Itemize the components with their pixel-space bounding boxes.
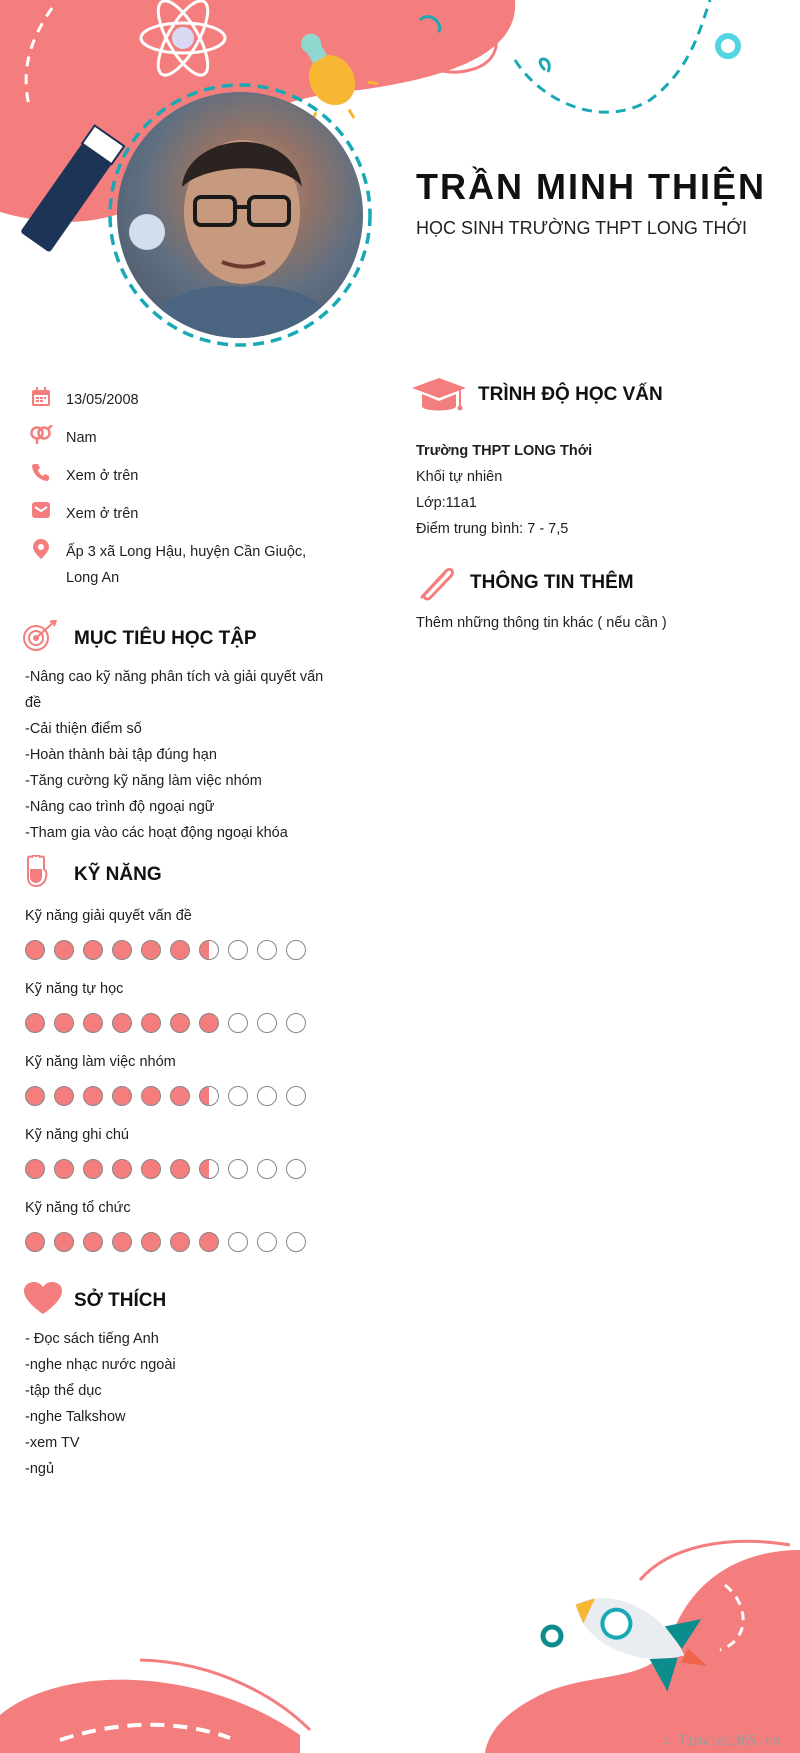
gender-text: Nam	[66, 430, 97, 446]
rating-dot	[112, 1086, 132, 1106]
goal-item: -Tăng cường kỹ năng làm việc nhóm	[25, 773, 262, 789]
skill-label: Kỹ năng làm việc nhóm	[25, 1054, 176, 1070]
rating-dot	[141, 940, 161, 960]
rating-dot	[83, 1232, 103, 1252]
avatar	[117, 92, 363, 338]
rating-dot	[228, 940, 248, 960]
rating-dot	[83, 940, 103, 960]
rating-dot	[25, 1013, 45, 1033]
rating-dot	[112, 940, 132, 960]
rating-dot	[257, 1232, 277, 1252]
address-text: Ấp 3 xã Long Hậu, huyện Cần Giuộc, Long An	[66, 544, 307, 586]
contact-gender	[28, 425, 316, 451]
rating-dot	[286, 940, 306, 960]
target-icon	[22, 620, 58, 652]
rating-dot	[257, 1013, 277, 1033]
goal-item: -Nâng cao trình độ ngoại ngữ	[25, 799, 215, 815]
rating-dot	[170, 940, 190, 960]
rating-dot	[54, 940, 74, 960]
goal-item: -Nâng cao kỹ năng phân tích và giải quyết vấn đề	[25, 669, 324, 711]
hobby-item: -nghe nhạc nước ngoài	[25, 1357, 176, 1373]
hobbies-heading: SỞ THÍCH	[74, 1290, 167, 1311]
rating-dot	[286, 1013, 306, 1033]
goal-item: -Hoàn thành bài tập đúng hạn	[25, 747, 217, 763]
rating-dot	[112, 1013, 132, 1033]
watermark: ∴ Timviec365.vn	[662, 1734, 780, 1749]
email-text: Xem ở trên	[66, 506, 139, 522]
rating-dot	[25, 1159, 45, 1179]
school-name: Trường THPT LONG Thới	[416, 443, 593, 459]
rating-dot	[54, 1086, 74, 1106]
skill-label: Kỹ năng giải quyết vấn đề	[25, 908, 192, 924]
rating-dot	[83, 1159, 103, 1179]
paperclip-icon	[414, 563, 456, 603]
footer-decoration-right	[480, 1510, 800, 1753]
extra-heading: THÔNG TIN THÊM	[470, 572, 634, 593]
skill-rating	[25, 1086, 306, 1106]
rating-dot	[112, 1232, 132, 1252]
skills-heading: KỸ NĂNG	[74, 864, 162, 885]
candidate-title: HỌC SINH TRƯỜNG THPT LONG THỚI	[416, 218, 747, 238]
rating-dot	[199, 1159, 219, 1179]
gender-icon	[28, 425, 54, 447]
phone-icon	[28, 463, 54, 485]
hobby-item: - Đọc sách tiếng Anh	[25, 1331, 159, 1347]
hobby-item: -xem TV	[25, 1435, 80, 1451]
extra-text: Thêm những thông tin khác ( nếu cần )	[416, 615, 667, 631]
rating-dot	[170, 1086, 190, 1106]
education-line: Lớp:11a1	[416, 495, 477, 511]
goals-list	[25, 664, 325, 846]
education-heading: TRÌNH ĐỘ HỌC VẤN	[478, 384, 663, 405]
rating-dot	[170, 1159, 190, 1179]
skill-rating	[25, 940, 306, 960]
rating-dot	[228, 1159, 248, 1179]
rating-dot	[257, 1086, 277, 1106]
calendar-icon	[28, 387, 54, 409]
rating-dot	[286, 1159, 306, 1179]
rating-dot	[141, 1086, 161, 1106]
rating-dot	[141, 1232, 161, 1252]
rating-dot	[286, 1086, 306, 1106]
rating-dot	[25, 1232, 45, 1252]
skill-label: Kỹ năng ghi chú	[25, 1127, 129, 1143]
goal-item: -Tham gia vào các hoạt động ngoại khóa	[25, 825, 288, 841]
contact-address	[28, 539, 316, 591]
rating-dot	[257, 940, 277, 960]
candidate-name: TRẦN MINH THIỆN	[416, 166, 766, 207]
hobby-item: -nghe Talkshow	[25, 1409, 126, 1425]
skill-label: Kỹ năng tự học	[25, 981, 124, 997]
graduation-cap-icon	[412, 378, 466, 414]
rating-dot	[228, 1013, 248, 1033]
rating-dot	[83, 1086, 103, 1106]
rating-dot	[170, 1013, 190, 1033]
education-block	[416, 438, 592, 542]
rating-dot	[141, 1159, 161, 1179]
rating-dot	[112, 1159, 132, 1179]
rating-dot	[170, 1232, 190, 1252]
rating-dot	[228, 1232, 248, 1252]
skill-rating	[25, 1013, 306, 1033]
skill-label: Kỹ năng tổ chức	[25, 1200, 131, 1216]
fist-icon	[24, 855, 50, 887]
rating-dot	[199, 940, 219, 960]
rating-dot	[141, 1013, 161, 1033]
hobby-item: -ngủ	[25, 1461, 55, 1477]
avatar-illustration	[117, 92, 363, 338]
rating-dot	[25, 1086, 45, 1106]
contact-email	[28, 501, 316, 527]
skill-rating	[25, 1159, 306, 1179]
rating-dot	[199, 1086, 219, 1106]
rating-dot	[228, 1086, 248, 1106]
rating-dot	[83, 1013, 103, 1033]
footer-decoration-left	[0, 1640, 330, 1753]
heart-icon	[24, 1282, 62, 1314]
rating-dot	[257, 1159, 277, 1179]
rating-dot	[286, 1232, 306, 1252]
rating-dot	[54, 1013, 74, 1033]
rating-dot	[199, 1013, 219, 1033]
hobby-item: -tập thể dục	[25, 1383, 102, 1399]
contact-phone	[28, 463, 316, 489]
birthday-text: 13/05/2008	[66, 392, 139, 408]
rating-dot	[54, 1232, 74, 1252]
location-pin-icon	[28, 539, 54, 561]
education-line: Điểm trung bình: 7 - 7,5	[416, 521, 569, 537]
email-icon	[28, 501, 54, 523]
phone-text: Xem ở trên	[66, 468, 139, 484]
goal-item: -Cải thiện điểm số	[25, 721, 142, 737]
rating-dot	[199, 1232, 219, 1252]
hobbies-list	[25, 1326, 325, 1482]
education-line: Khối tự nhiên	[416, 469, 503, 485]
goals-heading: MỤC TIÊU HỌC TẬP	[74, 628, 257, 649]
rating-dot	[54, 1159, 74, 1179]
contact-birthday	[28, 387, 316, 413]
rating-dot	[25, 940, 45, 960]
skill-rating	[25, 1232, 306, 1252]
